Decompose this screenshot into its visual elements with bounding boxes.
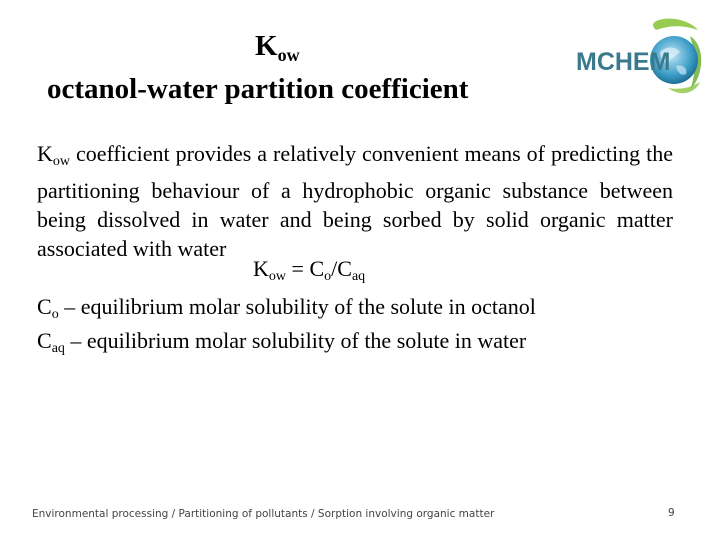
equation-lhs: K — [253, 256, 269, 281]
definition-symbol-subscript: o — [51, 307, 59, 322]
equation-denominator-subscript: aq — [351, 269, 366, 284]
slide-title: octanol-water partition coefficient — [47, 73, 469, 105]
equation-lhs-subscript: ow — [268, 269, 287, 284]
title-symbol-subscript: ow — [277, 45, 300, 65]
footer-breadcrumb: Environmental processing / Partitioning of pollutants / Sorption involving organic matter — [32, 508, 495, 520]
equation-equals: = — [286, 256, 310, 281]
definition-symbol: C — [37, 294, 52, 319]
title-symbol-main: K — [255, 30, 278, 62]
intro-paragraph — [37, 139, 673, 263]
slide-title-symbol — [255, 30, 300, 66]
definition-symbol-subscript: aq — [51, 341, 65, 356]
definition-co — [37, 294, 536, 323]
definition-symbol: C — [37, 328, 52, 353]
definition-text: – equilibrium molar solubility of the solute in water — [64, 328, 527, 353]
definition-caq — [37, 328, 526, 357]
intro-symbol-main: K — [37, 141, 53, 166]
logo-wordmark: MCHEM — [576, 48, 671, 76]
page-number: 9 — [668, 507, 675, 519]
intro-text: coefficient provides a relatively convenient means of predicting the partitioning behaviour of a hydrophobic organic substance between being dissolved in water and being sorbed by solid organic matter associated with water — [37, 141, 673, 261]
intro-symbol-subscript: ow — [52, 154, 71, 169]
equation-slash: / — [331, 256, 338, 281]
kow-equation — [253, 256, 365, 285]
definition-text: – equilibrium molar solubility of the solute in octanol — [58, 294, 536, 319]
leaf-icon — [653, 19, 698, 30]
equation-denominator: C — [337, 256, 352, 281]
equation-numerator-subscript: o — [324, 269, 332, 284]
equation-numerator: C — [309, 256, 325, 281]
mchem-logo — [572, 16, 706, 100]
